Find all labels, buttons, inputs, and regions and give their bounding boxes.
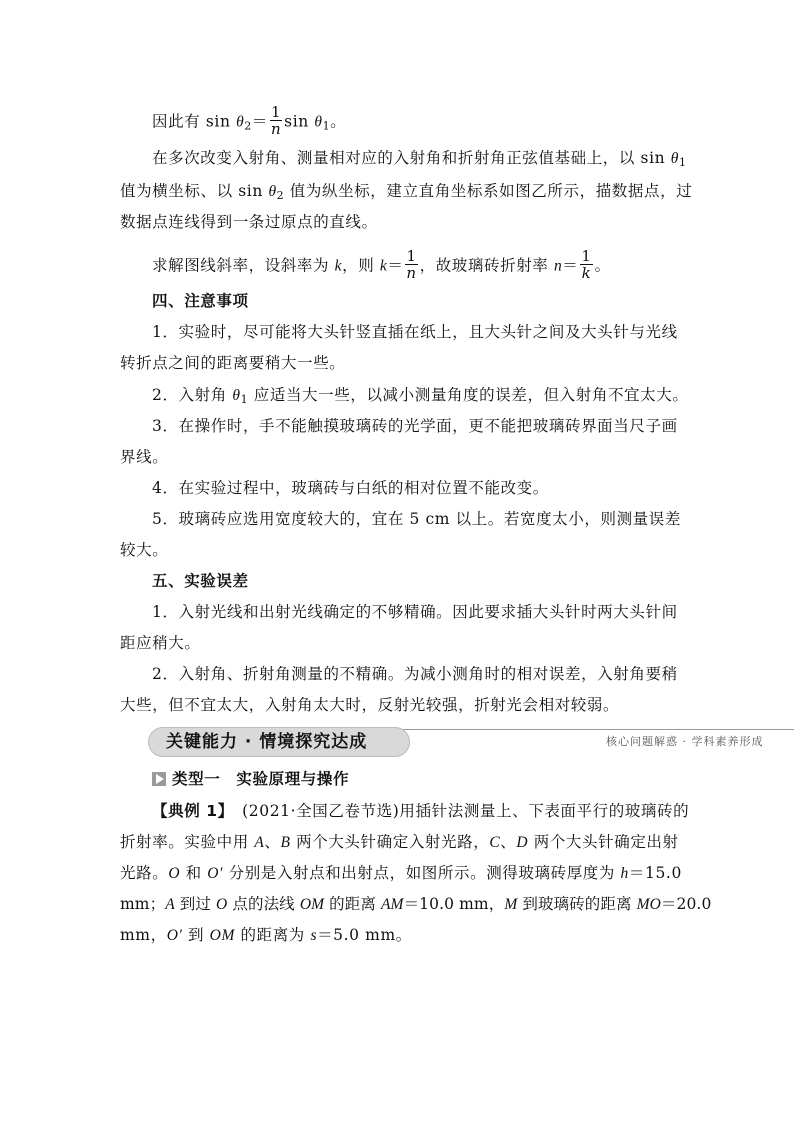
fraction-1-over-n: $\frac{1}{n}$ [270,103,282,138]
note-3-line2: 界线。 [120,448,169,466]
paragraph-slope: 求解图线斜率，设斜率为 k，则 k＝ $\frac{1}{n}$ ，故玻璃砖折射率 n＝ $\frac{1}{k}$ 。 [152,247,611,282]
section-heading-notes: 四、注意事项 [152,292,249,310]
example-line3: 光路。O 和 O′ 分别是入射点和出射点，如图所示。测得玻璃砖厚度为 h＝15.0 [120,864,682,882]
banner-subtitle: 核心问题解惑 · 学科素养形成 [606,735,764,748]
banner-title: 关键能力 · 情境探究达成 [166,732,368,752]
example-line1: 【典例 1】 (2021·全国乙卷节选)用插针法测量上、下表面平行的玻璃砖的 [152,802,690,820]
formula-line-snell: 因此有 $\sin \theta_2=$ $\frac{1}{n}$ $\sin \theta_1$。 [152,103,347,138]
error-1-line1: 1．入射光线和出射光线确定的不够精确。因此要求插大头针时两大头针间 [152,603,678,621]
note-5-line1: 5．玻璃砖应选用宽度较大的，宜在 5 cm 以上。若宽度太小，则测量误差 [152,510,681,528]
paragraph-graph-method-line1: 在多次改变入射角、测量相对应的入射角和折射角正弦值基础上，以 $\sin \theta_1$ [152,149,687,169]
example-tag: 【典例 1】 [152,802,227,820]
error-2-line1: 2．入射角、折射角测量的不精确。为减小测角时的相对误差，入射角要稍 [152,665,678,683]
note-1-line2: 转折点之间的距离要稍大一些。 [120,354,346,372]
note-2: 2．入射角 $\theta_1$ 应适当大一些，以减小测量角度的误差，但入射角不宜太大。 [152,386,689,406]
fraction-1-over-k: $\frac{1}{k}$ [581,247,592,282]
paragraph-graph-method-line2: 值为横坐标、以 $\sin \theta_2$ 值为纵坐标，建立直角坐标系如图乙所示，描数据点，过 [120,182,693,202]
type-heading: 类型一 实验原理与操作 [152,768,349,790]
example-line4: mm；A 到过 O 点的法线 OM 的距离 AM＝10.0 mm，M 到玻璃砖的距离 MO＝20.0 [120,895,712,913]
example-line2: 折射率。实验中用 A、B 两个大头针确定入射光路，C、D 两个大头针确定出射 [120,833,679,851]
note-1-line1: 1．实验时，尽可能将大头针竖直插在纸上，且大头针之间及大头针与光线 [152,323,678,341]
fraction-1-over-n: $\frac{1}{n}$ [406,247,417,282]
play-triangle-icon [152,772,166,786]
error-2-line2: 大些，但不宜太大，入射角太大时，反射光较强，折射光会相对较弱。 [120,696,620,714]
note-3-line1: 3．在操作时，手不能触摸玻璃砖的光学面，更不能把玻璃砖界面当尺子画 [152,417,678,435]
note-5-line2: 较大。 [120,541,169,559]
section-heading-errors: 五、实验误差 [152,572,249,590]
banner-rule [400,729,794,730]
note-4: 4．在实验过程中，玻璃砖与白纸的相对位置不能改变。 [152,479,549,497]
paragraph-graph-method-line3: 数据点连线得到一条过原点的直线。 [120,213,378,231]
error-1-line2: 距应稍大。 [120,634,201,652]
example-line5: mm，O′ 到 OM 的距离为 s＝5.0 mm。 [120,926,412,944]
